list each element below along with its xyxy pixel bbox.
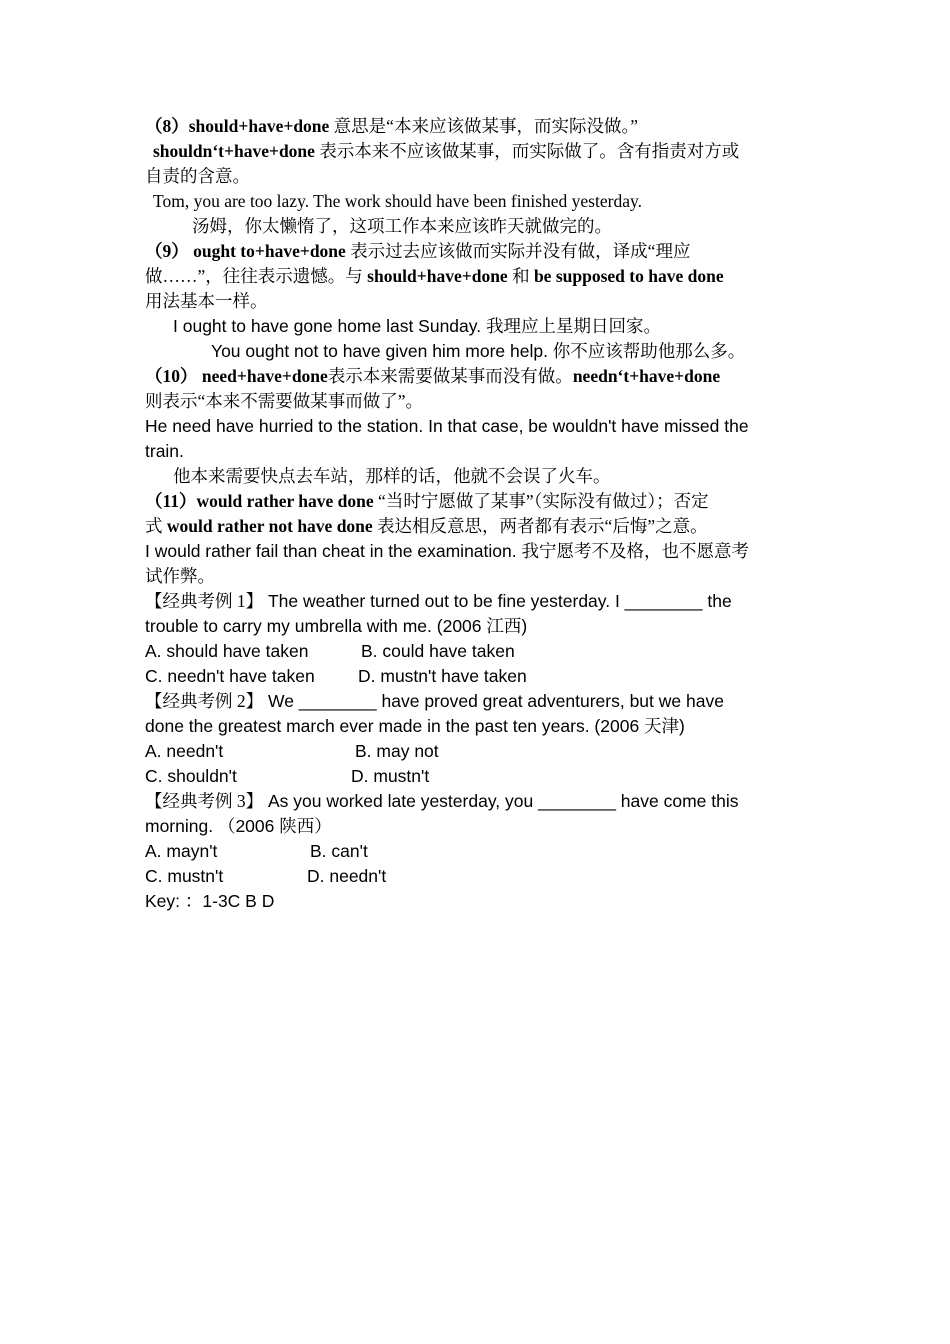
s9-pattern2: should+have+done xyxy=(367,266,508,286)
ex1-option-d: D. mustn't have taken xyxy=(358,666,527,686)
answer-key: Key: ：1-3C B D xyxy=(145,891,275,911)
s9-desc: 表示过去应该做而实际并没有做，译成“理应 xyxy=(345,241,691,261)
s11-pattern: would rather have done xyxy=(196,491,374,511)
s9-desc3: 用法基本一样。 xyxy=(145,291,268,311)
s9-pattern3: be supposed to have done xyxy=(533,266,724,286)
ex1-options-ab xyxy=(145,639,515,663)
ex3-q1: As you worked late yesterday, you ________ have come this xyxy=(263,791,739,811)
ex2-option-b: B. may not xyxy=(355,741,439,761)
ex1-question-2: trouble to carry my umbrella with me. (2006 江西) xyxy=(145,616,528,636)
ex3-tag: 【经典考例 3】 xyxy=(145,791,264,811)
s11-desc2a: 式 xyxy=(145,516,167,536)
ex3-option-c: C. mustn't xyxy=(145,866,224,886)
ex1-option-b: B. could have taken xyxy=(361,641,515,661)
ex1-q1: The weather turned out to be fine yesterday. I ________ the xyxy=(263,591,732,611)
s9-desc2a: 做……”，往往表示遗憾。与 xyxy=(145,266,368,286)
s11-example-2: 试作弊。 xyxy=(145,566,215,586)
s9-heading xyxy=(145,239,690,263)
s8-example-en: Tom, you are too lazy. The work should have been finished yesterday. xyxy=(153,191,642,211)
s9-pattern: ought to+have+done xyxy=(193,241,346,261)
s11-heading xyxy=(145,489,709,513)
ex2-question-1 xyxy=(145,689,724,713)
s10-example-en-1: He need have hurried to the station. In that case, be wouldn't have missed the xyxy=(145,416,749,436)
ex2-option-a: A. needn't xyxy=(145,741,224,761)
s9-example-2: You ought not to have given him more help. 你不应该帮助他那么多。 xyxy=(211,341,746,361)
s11-neg-pattern: would rather not have done xyxy=(166,516,373,536)
s10-neg-pattern: needn‘t+have+done xyxy=(572,366,721,386)
s10-pattern: need+have+done xyxy=(201,366,328,386)
ex1-tag: 【经典考例 1】 xyxy=(145,591,264,611)
ex1-options-cd xyxy=(145,664,527,688)
ex3-option-d: D. needn't xyxy=(307,866,387,886)
s8-num: （8） xyxy=(145,116,189,136)
s10-desc2: 则表示“本来不需要做某事而做了”。 xyxy=(145,391,424,411)
s10-heading xyxy=(145,364,720,388)
s9-and: 和 xyxy=(507,266,534,286)
ex2-q1: We ________ have proved great adventurers, but we have xyxy=(263,691,724,711)
s9-num: （9） xyxy=(145,241,189,261)
ex3-options-ab xyxy=(145,839,368,863)
ex3-option-a: A. mayn't xyxy=(145,841,218,861)
s11-num: （11） xyxy=(145,491,197,511)
s11-desc2b: 表达相反意思，两者都有表示“后悔”之意。 xyxy=(372,516,708,536)
s11-desc: “当时宁愿做了某事”（实际没有做过）；否定 xyxy=(373,491,709,511)
ex3-options-cd xyxy=(145,864,386,888)
s8-pattern: should+have+done xyxy=(188,116,330,136)
s9-desc2-line xyxy=(145,264,724,288)
s9-example-1: I ought to have gone home last Sunday. 我理应上星期日回家。 xyxy=(173,316,661,336)
ex2-options-ab xyxy=(145,739,439,763)
ex1-question-1 xyxy=(145,589,732,613)
ex2-question-2: done the greatest march ever made in the past ten years. (2006 天津) xyxy=(145,716,685,736)
s8-heading xyxy=(145,114,638,138)
s8-desc: 意思是“本来应该做某事，而实际没做。” xyxy=(329,116,638,136)
s11-desc2-line xyxy=(145,514,708,538)
s11-example-1: I would rather fail than cheat in the examination. 我宁愿考不及格，也不愿意考 xyxy=(145,541,749,561)
ex3-question-1 xyxy=(145,789,739,813)
s8-neg-pattern: shouldn‘t+have+done xyxy=(153,141,315,161)
s8-neg-desc: 表示本来不应该做某事，而实际做了。含有指责对方或 xyxy=(314,141,740,161)
s10-example-en-2: train. xyxy=(145,441,184,461)
ex2-tag: 【经典考例 2】 xyxy=(145,691,264,711)
ex3-question-2: morning. （2006 陕西） xyxy=(145,816,332,836)
ex3-option-b: B. can't xyxy=(310,841,368,861)
ex1-option-c: C. needn't have taken xyxy=(145,666,315,686)
s8-neg-line xyxy=(153,139,739,163)
s10-num: （10） xyxy=(145,366,198,386)
ex2-option-d: D. mustn't xyxy=(351,766,430,786)
ex2-option-c: C. shouldn't xyxy=(145,766,237,786)
s8-neg-desc2: 自责的含意。 xyxy=(145,166,250,186)
s8-example-zh: 汤姆，你太懒惰了，这项工作本来应该昨天就做完的。 xyxy=(192,216,612,236)
s10-example-zh: 他本来需要快点去车站，那样的话，他就不会误了火车。 xyxy=(173,466,611,486)
s10-desc: 表示本来需要做某事而没有做。 xyxy=(327,366,573,386)
ex1-option-a: A. should have taken xyxy=(145,641,309,661)
ex2-options-cd xyxy=(145,764,429,788)
